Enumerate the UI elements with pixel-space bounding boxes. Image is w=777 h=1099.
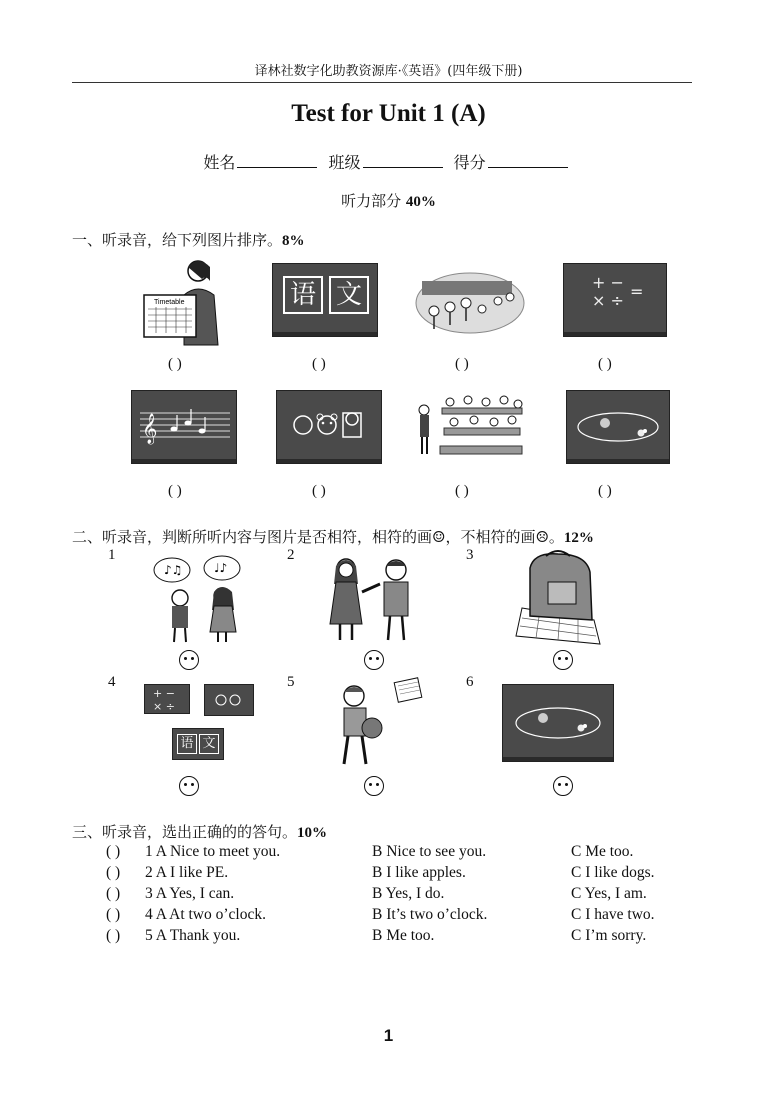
science-board-icon — [502, 684, 614, 762]
minus-sign: − — [610, 273, 624, 292]
greeting-icon — [322, 552, 422, 644]
section2-heading — [72, 526, 594, 547]
section1-title: 一、听录音，给下列图片排序。 — [72, 231, 283, 249]
header-divider — [72, 82, 692, 83]
option-a[interactable]: 1 A Nice to meet you. — [145, 843, 281, 860]
chinese-char-2: 文 — [329, 276, 369, 314]
timetable-text: Timetable — [154, 299, 185, 306]
listening-part-heading — [0, 190, 777, 211]
section2-title: 二、听录音，判断所听内容与图片是否相符，相符的画☺，不相符的画☹。 — [72, 528, 564, 546]
section3-score: 10% — [297, 825, 328, 841]
answer-paren[interactable]: ( ) — [106, 885, 121, 902]
chinese-char-1: 语 — [283, 276, 323, 314]
option-a[interactable]: 5 A Thank you. — [145, 927, 241, 944]
equals-sign: = — [630, 282, 644, 301]
basketball-boy-icon — [328, 676, 424, 770]
class-label: 班级 — [328, 153, 361, 172]
item-number: 4 — [108, 674, 116, 690]
option-c[interactable]: C Yes, I am. — [571, 885, 647, 902]
face-icon[interactable] — [179, 776, 199, 796]
answer-paren[interactable]: ( ) — [455, 356, 469, 372]
option-c[interactable]: C I have two. — [571, 906, 655, 923]
section3-title: 三、听录音，选出正确的的答句。 — [72, 823, 298, 841]
science-board-icon — [566, 390, 670, 464]
face-icon[interactable] — [364, 650, 384, 670]
section1-heading — [72, 229, 305, 250]
divide-sign: ÷ — [610, 291, 624, 310]
times-sign: × — [592, 291, 606, 310]
music-kids-icon — [150, 552, 250, 644]
item-number: 1 — [108, 547, 116, 563]
answer-paren[interactable]: ( ) — [106, 843, 121, 860]
subjects-boards-icon — [142, 680, 256, 766]
listening-label: 听力部分 — [341, 192, 402, 210]
art-board-icon — [276, 390, 382, 464]
answer-paren[interactable]: ( ) — [312, 356, 326, 372]
answer-paren[interactable]: ( ) — [168, 356, 182, 372]
answer-paren[interactable]: ( ) — [455, 483, 469, 499]
svg-text:♪♫: ♪♫ — [164, 563, 183, 577]
art-mini-board — [204, 684, 254, 716]
answer-paren[interactable]: ( ) — [168, 483, 182, 499]
option-b[interactable]: B Nice to see you. — [372, 843, 487, 860]
page-header: 译林社数字化助教资源库·《英语》(四年级下册) — [254, 64, 523, 79]
chinese-board-icon — [272, 263, 378, 337]
name-label: 姓名 — [203, 153, 236, 172]
answer-paren[interactable]: ( ) — [598, 356, 612, 372]
option-a[interactable]: 2 A I like PE. — [145, 864, 229, 881]
music-board-icon — [131, 390, 237, 464]
section1-score: 8% — [282, 233, 305, 249]
name-blank[interactable] — [237, 153, 317, 168]
face-icon[interactable] — [553, 776, 573, 796]
chinese-char-2: 文 — [199, 734, 219, 754]
option-c[interactable]: C Me too. — [571, 843, 634, 860]
classroom-icon — [414, 390, 526, 466]
listening-percent: 40% — [405, 194, 436, 210]
option-b[interactable]: B It’s two o’clock. — [372, 906, 488, 923]
page-number: 1 — [383, 1026, 394, 1045]
chinese-mini-board — [172, 728, 224, 760]
face-icon[interactable] — [553, 650, 573, 670]
option-b[interactable]: B I like apples. — [372, 864, 466, 881]
section3-heading — [72, 821, 327, 842]
item-number: 5 — [287, 674, 295, 690]
option-a[interactable]: 4 A At two o’clock. — [145, 906, 266, 923]
schoolbag-icon — [510, 548, 604, 646]
student-info-line — [0, 150, 777, 173]
option-a[interactable]: 3 A Yes, I can. — [145, 885, 235, 902]
item-number: 2 — [287, 547, 295, 563]
page-title: Test for Unit 1 (A) — [291, 100, 486, 127]
section2-score: 12% — [563, 530, 594, 546]
plus-sign: + — [592, 273, 606, 292]
maths-mini-board: + − × ÷ — [144, 684, 190, 714]
teacher-timetable-icon — [140, 255, 228, 347]
face-icon[interactable] — [364, 776, 384, 796]
answer-paren[interactable]: ( ) — [312, 483, 326, 499]
chinese-char-1: 语 — [177, 734, 197, 754]
item-number: 6 — [466, 674, 474, 690]
pe-class-icon — [414, 263, 526, 335]
svg-text:𝄞: 𝄞 — [142, 414, 158, 444]
answer-paren[interactable]: ( ) — [598, 483, 612, 499]
face-icon[interactable] — [179, 650, 199, 670]
option-b[interactable]: B Me too. — [372, 927, 435, 944]
option-b[interactable]: B Yes, I do. — [372, 885, 445, 902]
score-blank[interactable] — [488, 153, 568, 168]
answer-paren[interactable]: ( ) — [106, 927, 121, 944]
item-number: 3 — [466, 547, 474, 563]
option-c[interactable]: C I’m sorry. — [571, 927, 647, 944]
svg-text:♩♪: ♩♪ — [214, 561, 228, 575]
option-c[interactable]: C I like dogs. — [571, 864, 655, 881]
answer-paren[interactable]: ( ) — [106, 906, 121, 923]
score-label: 得分 — [453, 153, 486, 172]
class-blank[interactable] — [363, 153, 443, 168]
answer-paren[interactable]: ( ) — [106, 864, 121, 881]
maths-board-icon — [563, 263, 667, 337]
